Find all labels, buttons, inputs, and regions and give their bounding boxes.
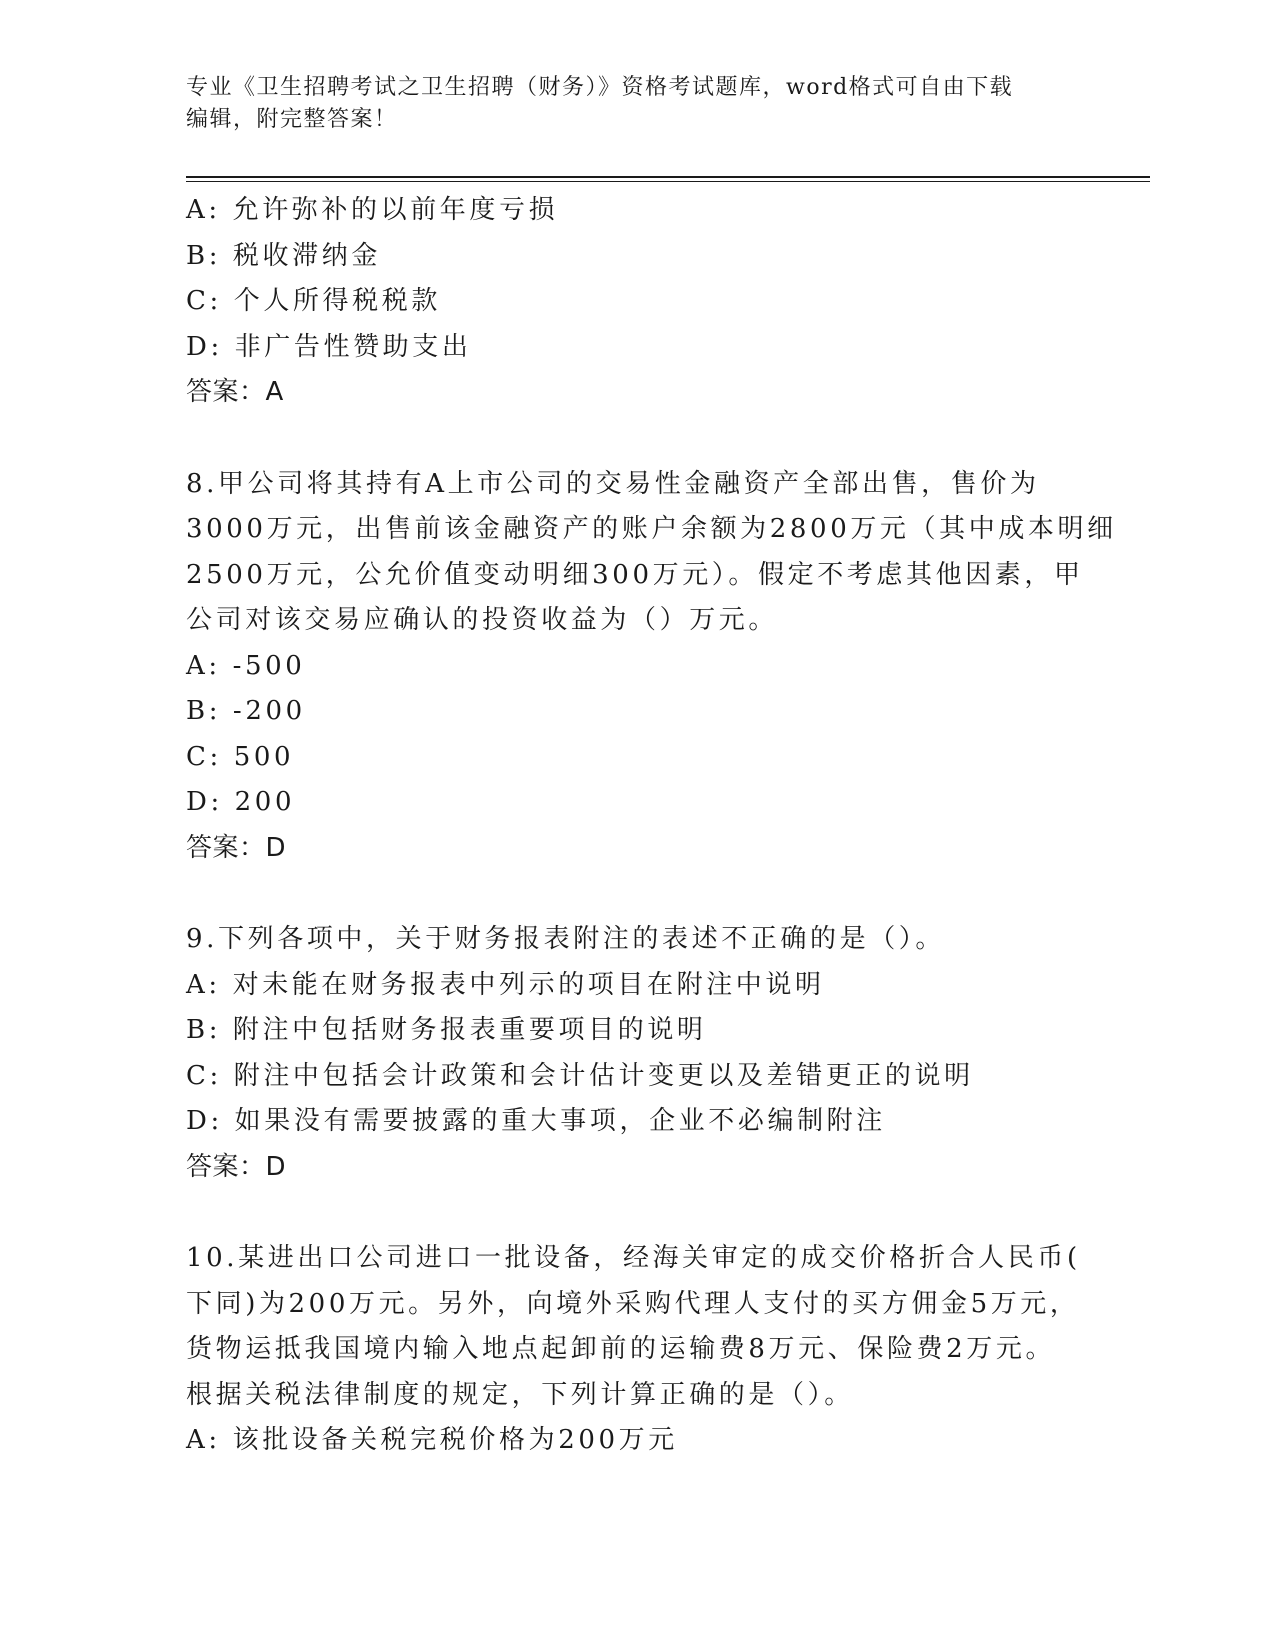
question-line: 3000万元，出售前该金融资产的账户余额为2800万元（其中成本明细	[186, 514, 1117, 544]
option-b: B: -200	[186, 696, 306, 726]
header-rule-thin	[186, 181, 1150, 182]
answer-label: 答案：A	[186, 377, 284, 407]
question-gap	[186, 871, 1086, 917]
option-a: A: -500	[186, 650, 306, 681]
question-line: 8.甲公司将其持有A上市公司的交易性金融资产全部出售，售价为	[186, 468, 1040, 499]
question-8	[186, 462, 1117, 872]
answer-label: 答案：D	[186, 1151, 287, 1182]
question-line: 10.某进出口公司进口一批设备，经海关审定的成交价格折合人民币(	[186, 1243, 1081, 1273]
question-line: 9.下列各项中，关于财务报表附注的表述不正确的是（）。	[186, 924, 946, 954]
option-d: D: 非广告性赞助支出	[186, 331, 472, 362]
question-gap	[186, 1190, 1086, 1236]
question-list	[186, 188, 1117, 1464]
option-d: D: 如果没有需要披露的重大事项，企业不必编制附注	[186, 1106, 886, 1136]
option-d: D: 200	[186, 787, 296, 817]
header-line-2: 编辑，附完整答案！	[186, 107, 398, 132]
option-c: C: 附注中包括会计政策和会计估计变更以及差错更正的说明	[186, 1060, 974, 1091]
question-7	[186, 188, 1086, 416]
header-line-1: 专业《卫生招聘考试之卫生招聘（财务）》资格考试题库，word格式可自由下载	[186, 75, 1014, 100]
answer-label: 答案：D	[186, 832, 287, 863]
question-text	[186, 1236, 1086, 1418]
question-gap	[186, 416, 1086, 462]
option-b: B: 税收滞纳金	[186, 240, 381, 271]
question-text	[186, 917, 1086, 963]
option-b: B: 附注中包括财务报表重要项目的说明	[186, 1015, 707, 1045]
option-c: C: 500	[186, 741, 295, 772]
question-9	[186, 917, 1086, 1190]
question-text	[186, 462, 1117, 644]
header-rule-thick	[186, 176, 1150, 178]
question-line: 公司对该交易应确认的投资收益为（）万元。	[186, 605, 779, 635]
option-a: A: 该批设备关税完税价格为200万元	[186, 1425, 678, 1455]
question-line: 根据关税法律制度的规定，下列计算正确的是（）。	[186, 1379, 854, 1410]
option-c: C: 个人所得税税款	[186, 286, 441, 316]
question-line: 货物运抵我国境内输入地点起卸前的运输费8万元、保险费2万元。	[186, 1334, 1056, 1364]
document-header	[186, 72, 1066, 136]
question-line: 下同)为200万元。另外，向境外采购代理人支付的买方佣金5万元，	[186, 1288, 1080, 1319]
option-a: A: 对未能在财务报表中列示的项目在附注中说明	[186, 969, 825, 1000]
question-line: 2500万元，公允价值变动明细300万元）。假定不考虑其他因素，甲	[186, 559, 1084, 590]
question-10	[186, 1236, 1086, 1464]
option-a: A: 允许弥补的以前年度亏损	[186, 195, 559, 225]
